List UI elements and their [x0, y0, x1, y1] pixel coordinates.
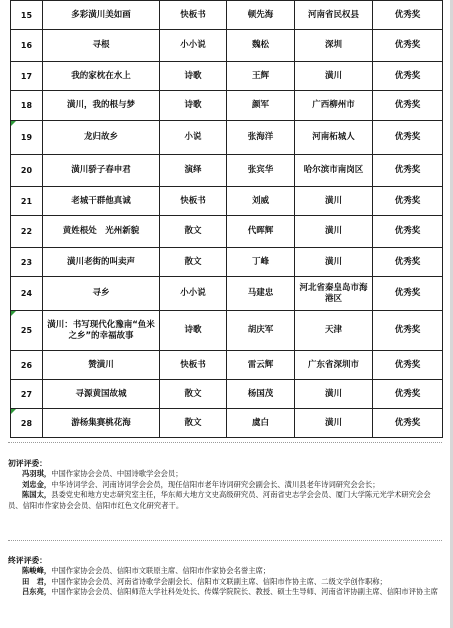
- work-title-cell: [43, 380, 160, 409]
- author-location: 潢川: [324, 256, 342, 267]
- author-location: 潢川: [324, 70, 342, 81]
- author-location: 潢川: [324, 195, 342, 206]
- member-name: 吕东亮，: [22, 587, 52, 597]
- final-review-member: [8, 577, 444, 587]
- awards-table: [10, 0, 443, 438]
- work-genre: 散文: [184, 256, 202, 267]
- table-row: [11, 216, 443, 248]
- author-name: 颜军: [251, 100, 269, 110]
- work-genre-cell: [160, 155, 227, 187]
- award-level-cell: [373, 187, 443, 216]
- work-genre: 快板书: [180, 9, 206, 20]
- table-row: [11, 62, 443, 91]
- author-name: 丁峰: [251, 256, 269, 267]
- initial-review-member: [8, 480, 444, 490]
- row-number-cell: [11, 351, 43, 380]
- author-location: 哈尔滨市南岗区: [303, 165, 364, 175]
- author-name-cell: [227, 216, 295, 248]
- author-location-cell: [295, 1, 373, 30]
- work-title: 寻源黄国故城: [75, 388, 127, 399]
- author-name: 王辉: [251, 70, 269, 81]
- author-name: 刘威: [251, 195, 269, 206]
- member-desc: 中国作家协会会员、信阳师范大学社科处处长、传媒学院院长、教授、硕士生导师、河南省评协副主席、信阳市评协主席: [51, 587, 438, 597]
- award-level: 优秀奖: [394, 195, 421, 206]
- work-title: 潢川老街的叫卖声: [66, 256, 135, 267]
- author-name-cell: [227, 187, 295, 216]
- work-title: 老城干群他真诚: [71, 195, 131, 206]
- award-level: 优秀奖: [394, 325, 421, 335]
- row-number: 17: [20, 71, 33, 81]
- table-row: [11, 277, 443, 311]
- member-name: 陈国太，: [22, 490, 52, 500]
- award-level: 优秀奖: [394, 9, 421, 20]
- row-number: 19: [20, 133, 33, 142]
- work-genre-cell: [160, 30, 227, 62]
- member-desc: 中国作家协会会员、中国诗歌学会会员；: [51, 469, 183, 479]
- initial-review-section: [8, 459, 444, 511]
- member-name: 刘忠金，: [22, 479, 52, 489]
- section-divider: [8, 442, 442, 443]
- author-location-cell: [295, 121, 373, 155]
- row-number: 22: [20, 227, 33, 236]
- author-name: 张海洋: [247, 132, 274, 142]
- award-level-cell: [373, 216, 443, 248]
- award-level-cell: [373, 155, 443, 187]
- final-review-section: [8, 556, 444, 598]
- work-genre: 散文: [184, 417, 202, 428]
- work-genre: 小说: [184, 132, 202, 142]
- work-title: 赞潢川: [88, 359, 114, 370]
- author-name: 雷云辉: [247, 359, 274, 370]
- author-name-cell: [227, 30, 295, 62]
- author-name: 张宾华: [247, 165, 274, 175]
- award-level: 优秀奖: [394, 70, 421, 81]
- award-level-cell: [373, 62, 443, 91]
- author-name-cell: [227, 248, 295, 277]
- author-name: 虞白: [251, 417, 269, 428]
- work-genre: 诗歌: [184, 100, 202, 110]
- award-level: 优秀奖: [394, 417, 421, 428]
- author-name: 魏松: [251, 40, 269, 50]
- table-row: [11, 121, 443, 155]
- author-name-cell: [227, 277, 295, 311]
- work-genre-cell: [160, 91, 227, 121]
- member-desc: 中国作家协会会员、信阳市文联原主席、信阳市作家协会名誉主席；: [51, 566, 271, 576]
- section-divider: [8, 540, 442, 541]
- author-location: 广西柳州市: [312, 100, 355, 110]
- author-location: 潢川: [324, 388, 342, 399]
- row-number: 26: [20, 360, 33, 370]
- author-name-cell: [227, 1, 295, 30]
- author-location-cell: [295, 409, 373, 438]
- author-name: 顿先海: [247, 9, 274, 20]
- initial-review-member: [8, 490, 444, 511]
- author-location: 深圳: [324, 40, 342, 50]
- cell-marker-icon: [11, 409, 16, 414]
- work-title: 黄姓根处 光州新貌: [62, 226, 140, 236]
- member-name: 陈峻峰，: [22, 566, 52, 576]
- row-number-cell: [11, 30, 43, 62]
- work-title-cell: [43, 121, 160, 155]
- table-row: [11, 311, 443, 351]
- work-genre: 诗歌: [184, 325, 202, 335]
- table-row: [11, 187, 443, 216]
- award-level: 优秀奖: [394, 256, 421, 267]
- work-title-cell: [43, 216, 160, 248]
- award-level: 优秀奖: [394, 226, 421, 236]
- work-title-cell: [43, 248, 160, 277]
- author-location: 河南省民权县: [307, 9, 359, 20]
- author-location-cell: [295, 187, 373, 216]
- award-level: 优秀奖: [394, 165, 421, 175]
- work-genre-cell: [160, 121, 227, 155]
- author-location: 潢川: [324, 226, 342, 236]
- member-name: 冯羽琪，: [22, 469, 52, 479]
- row-number: 15: [20, 10, 33, 20]
- work-title: 潢川，我的根与梦: [66, 100, 135, 110]
- work-title-cell: [43, 277, 160, 311]
- author-location-cell: [295, 62, 373, 91]
- author-name-cell: [227, 311, 295, 351]
- award-level-cell: [373, 91, 443, 121]
- row-number: 21: [20, 196, 33, 206]
- author-location-cell: [295, 216, 373, 248]
- award-level-cell: [373, 30, 443, 62]
- author-location-cell: [295, 311, 373, 351]
- work-title-cell: [43, 187, 160, 216]
- work-title: 寻乡: [92, 288, 110, 298]
- author-location-cell: [295, 91, 373, 121]
- member-desc: 中国作家协会会员、河南省诗歌学会副会长、信阳市文联副主席、信阳市作协主席、二级文学创作职称；: [51, 576, 387, 586]
- final-review-heading: 终评评委：: [8, 556, 47, 565]
- row-number: 25: [20, 326, 33, 335]
- work-title-cell: [43, 351, 160, 380]
- row-number: 24: [20, 289, 33, 298]
- work-genre-cell: [160, 277, 227, 311]
- final-review-member: [8, 587, 444, 597]
- author-location: 广东省深圳市: [307, 359, 359, 370]
- work-title-cell: [43, 155, 160, 187]
- award-level-cell: [373, 277, 443, 311]
- work-title-cell: [43, 409, 160, 438]
- author-name: 代晖辉: [247, 226, 274, 236]
- table-row: [11, 1, 443, 30]
- work-genre-cell: [160, 248, 227, 277]
- work-title-cell: [43, 91, 160, 121]
- work-title: 龙归故乡: [83, 132, 118, 142]
- table-row: [11, 351, 443, 380]
- work-genre: 诗歌: [184, 70, 202, 81]
- work-title: 潢川：书写现代化豫南“鱼米之乡”的幸福故事: [47, 319, 155, 341]
- author-name-cell: [227, 91, 295, 121]
- row-number-cell: [11, 62, 43, 91]
- row-number-cell: [11, 216, 43, 248]
- table-row: [11, 155, 443, 187]
- work-genre-cell: [160, 216, 227, 248]
- work-genre-cell: [160, 351, 227, 380]
- award-level-cell: [373, 351, 443, 380]
- row-number: 23: [20, 257, 33, 267]
- row-number-cell: [11, 409, 43, 438]
- work-title: 游杨集赛桃花海: [71, 417, 131, 428]
- award-level: 优秀奖: [394, 288, 421, 298]
- row-number-cell: [11, 248, 43, 277]
- row-number-cell: [11, 380, 43, 409]
- author-location: 潢川: [324, 417, 342, 428]
- initial-review-heading: 初评评委：: [8, 459, 47, 468]
- author-location: 河北省秦皇岛市海港区: [299, 282, 368, 304]
- author-location: 河南柘城人: [312, 132, 355, 142]
- work-title: 多彩潢川美如画: [71, 9, 131, 20]
- work-genre-cell: [160, 311, 227, 351]
- row-number: 28: [20, 418, 33, 428]
- work-genre: 散文: [184, 388, 202, 399]
- work-genre-cell: [160, 62, 227, 91]
- author-location-cell: [295, 30, 373, 62]
- author-name-cell: [227, 121, 295, 155]
- row-number-cell: [11, 91, 43, 121]
- author-name-cell: [227, 62, 295, 91]
- work-title-cell: [43, 62, 160, 91]
- award-level-cell: [373, 1, 443, 30]
- author-name-cell: [227, 380, 295, 409]
- work-title-cell: [43, 1, 160, 30]
- table-row: [11, 30, 443, 62]
- work-genre: 快板书: [180, 195, 206, 206]
- row-number: 16: [20, 41, 33, 50]
- award-level-cell: [373, 248, 443, 277]
- member-desc: 中华诗词学会、河南诗词学会会员，现任信阳市老年诗词研究会副会长、潢川县老年诗词研究会会长；: [51, 479, 380, 489]
- work-title-cell: [43, 311, 160, 351]
- table-row: [11, 409, 443, 438]
- row-number-cell: [11, 187, 43, 216]
- author-location-cell: [295, 155, 373, 187]
- work-title: 潢川骄子春申君: [71, 165, 131, 175]
- row-number: 18: [20, 101, 33, 110]
- award-level: 优秀奖: [394, 100, 421, 110]
- work-title: 我的家枕在水上: [71, 70, 131, 81]
- author-location-cell: [295, 277, 373, 311]
- work-genre-cell: [160, 409, 227, 438]
- work-genre: 快板书: [180, 359, 206, 370]
- work-title-cell: [43, 30, 160, 62]
- work-title: 寻根: [92, 40, 110, 50]
- award-level-cell: [373, 409, 443, 438]
- author-name-cell: [227, 409, 295, 438]
- award-level: 优秀奖: [394, 388, 421, 399]
- award-level: 优秀奖: [394, 132, 421, 142]
- table-row: [11, 248, 443, 277]
- initial-review-member: [8, 469, 444, 479]
- author-name-cell: [227, 155, 295, 187]
- row-number-cell: [11, 277, 43, 311]
- row-number: 20: [20, 166, 33, 175]
- row-number-cell: [11, 121, 43, 155]
- work-genre-cell: [160, 1, 227, 30]
- award-level-cell: [373, 380, 443, 409]
- author-location-cell: [295, 380, 373, 409]
- award-level: 优秀奖: [394, 40, 421, 50]
- cell-marker-icon: [11, 121, 16, 126]
- row-number: 27: [20, 389, 33, 399]
- author-location-cell: [295, 351, 373, 380]
- member-name: 田 君，: [22, 576, 52, 586]
- work-genre: 演绎: [184, 165, 202, 175]
- author-location-cell: [295, 248, 373, 277]
- table-row: [11, 91, 443, 121]
- work-genre-cell: [160, 187, 227, 216]
- award-level: 优秀奖: [394, 359, 421, 370]
- author-name: 胡庆军: [247, 325, 274, 335]
- row-number-cell: [11, 1, 43, 30]
- award-level-cell: [373, 311, 443, 351]
- table-row: [11, 380, 443, 409]
- member-desc: 县委党史和地方史志研究室主任，华东师大地方文史高级研究员、河南省史志学会会员、厦门大学陈元光学术研究会会员、信阳市作家协会会员、信阳市红色文化研究者干。: [8, 490, 431, 510]
- cell-marker-icon: [11, 311, 16, 316]
- work-genre-cell: [160, 380, 227, 409]
- author-name: 杨国茂: [247, 388, 274, 399]
- work-genre: 小小说: [180, 288, 206, 298]
- award-level-cell: [373, 121, 443, 155]
- row-number-cell: [11, 311, 43, 351]
- final-review-member: [8, 566, 444, 576]
- author-name-cell: [227, 351, 295, 380]
- row-number-cell: [11, 155, 43, 187]
- work-genre: 小小说: [180, 40, 206, 50]
- author-name: 马建忠: [247, 288, 274, 298]
- work-genre: 散文: [184, 226, 202, 236]
- author-location: 天津: [324, 325, 342, 335]
